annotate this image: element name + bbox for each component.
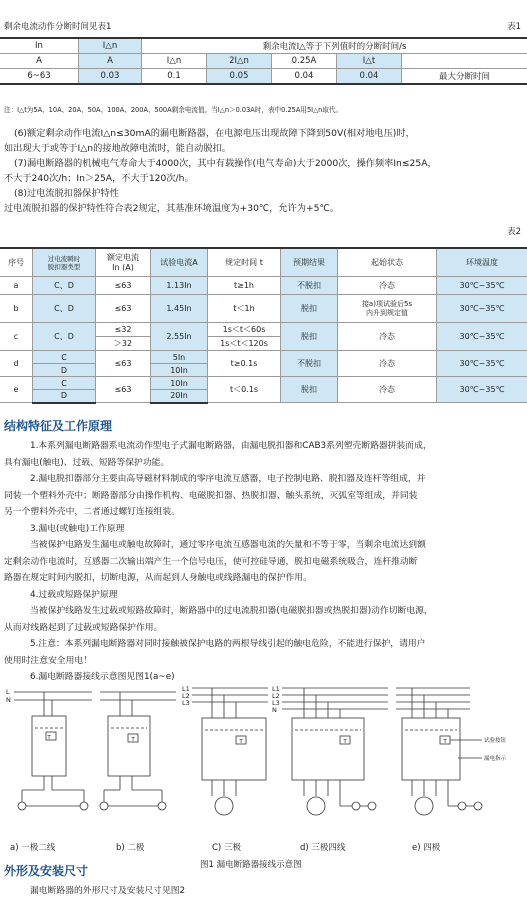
caption-a: a) 一极二线: [10, 843, 56, 853]
t2-c-time1: 1s＜t＜60s: [208, 323, 281, 337]
label-L1-d: L1: [272, 686, 280, 693]
t2-b-current: ≤63: [96, 295, 151, 323]
t2-d-type1: C: [33, 351, 96, 364]
diagram-e: [396, 688, 482, 815]
t2-e-state: 冷态: [338, 377, 437, 403]
table2-label: 表2: [507, 227, 521, 237]
t2-b-time: t＜1h: [208, 295, 281, 323]
t2-b-temp: 30℃~35℃: [437, 295, 527, 323]
motor-icon: [215, 797, 233, 815]
t2-b-test: 1.45In: [151, 295, 208, 323]
label-T-e: T: [443, 739, 447, 745]
section1-title: 结构特征及工作原理: [4, 419, 113, 433]
s1-line-5: 3.漏电(或触电)工作原理: [30, 523, 125, 534]
s1-line-12: 5.注意：本系列漏电断路器对同时接触被保护电路的两根导线引起的触电危险，不能进行保护，请用户: [30, 639, 426, 649]
table1: [0, 37, 527, 85]
lamp-icon: [352, 802, 360, 810]
s1-line-7: 定剩余动作电流时，互感器二次输出端产生一个信号电压，使可控硅导通，脱扣电磁系统吸合，连杆推动断: [4, 556, 418, 567]
t2-h-3: 试验电流A: [151, 248, 208, 277]
t2-e-result: 脱扣: [281, 377, 338, 403]
t2-d-type2: D: [33, 364, 96, 377]
para-4: (8)过电流脱扣器保护特性: [14, 188, 119, 199]
para-3: 不大于240次/h；In＞25A，不大于120次/h。: [4, 173, 194, 184]
t2-e-no: e: [0, 377, 33, 403]
t2-h-2: 额定电流 In (A): [96, 248, 151, 277]
para-5: 过电流脱扣器的保护特性符合表2规定，其基准环境温度为+30℃，允许为+5℃。: [4, 203, 340, 214]
s1-line-0: 1.本系列漏电断路器系电流动作型电子式漏电断路器，由漏电脱扣器和CAB3系列塑壳断路器拼装而成，: [30, 441, 432, 451]
t2-d-result: 不脱扣: [281, 351, 338, 377]
lamp-icon: [18, 802, 26, 810]
t1-cell-t4: 0.04: [337, 69, 402, 85]
table2: [0, 247, 527, 404]
label-T-a: T: [47, 735, 51, 741]
lamp-icon: [80, 802, 88, 810]
para-1: 如出现大于或等于I△n的接地故障电流时，能自动脱扣。: [4, 143, 231, 154]
motor-icon: [415, 797, 433, 815]
diagram-b: [100, 692, 176, 810]
t2-c-type: C、D: [33, 323, 96, 351]
section2-title: 外形及安装尺寸: [4, 864, 89, 878]
t2-e-test1: 10In: [151, 377, 208, 390]
t2-d-state: 冷态: [338, 351, 437, 377]
wiring-diagram: [0, 686, 527, 830]
t2-a-temp: 30℃~35℃: [437, 277, 527, 295]
t2-d-time: t≥0.1s: [208, 351, 281, 377]
t2-d-no: d: [0, 351, 33, 377]
t1-sub-0: I△n: [142, 54, 207, 69]
t2-e-type1: C: [33, 377, 96, 390]
t2-h-6: 起始状态: [338, 248, 437, 277]
caption-b: b) 二极: [116, 843, 145, 853]
lamp-icon: [100, 802, 108, 810]
t1-h-in: In: [0, 38, 79, 54]
t2-c-no: c: [0, 323, 33, 351]
caption-d: d) 三极四线: [300, 843, 346, 853]
s1-line-13: 使用时注意安全用电！: [4, 655, 92, 666]
table1-label: 表1: [507, 22, 521, 32]
t2-c-temp: 30℃~35℃: [437, 323, 527, 351]
label-L3-d: L3: [272, 699, 280, 707]
t2-c-current2: ＞32: [96, 337, 151, 351]
t1-cell-max: 最大分断时间: [402, 69, 527, 85]
figure-title: 图1 漏电断路器接线示意图: [200, 860, 302, 870]
motor-icon: [307, 797, 325, 815]
diagram-a: [14, 692, 92, 810]
s1-line-4: 另一个塑料外壳中，二者通过螺钉连接组装。: [4, 507, 180, 517]
caption-c: C) 三极: [212, 843, 241, 853]
t2-e-type2: D: [33, 390, 96, 403]
t1-sub-3: I△t: [337, 54, 402, 69]
paragraph-block: [4, 126, 524, 216]
s1-line-1: 具有漏电(触电)、过载、短路等保护功能。: [4, 457, 170, 468]
t2-a-time: t≥1h: [208, 277, 281, 295]
section2-line: 漏电断路器的外形尺寸及安装尺寸见图2: [30, 886, 186, 896]
s1-line-2: 2.漏电脱扣器部分主要由高导磁材料制成的零序电流互感器，电子控制电路、脱扣器及连杆等组成，并: [30, 474, 426, 484]
t2-h-5: 预期结果: [281, 248, 338, 277]
label-L-a: L: [6, 688, 10, 696]
t2-e-temp: 30℃~35℃: [437, 377, 527, 403]
t1-cell-t2: 0.05: [207, 69, 272, 85]
t1-h-in-unit: A: [0, 54, 79, 69]
t2-a-current: ≤63: [96, 277, 151, 295]
t2-a-result: 不脱扣: [281, 277, 338, 295]
label-T-b: T: [131, 737, 135, 743]
s1-line-9: 4.过载或短路保护原理: [30, 589, 118, 600]
t2-e-test2: 20In: [151, 390, 208, 403]
t1-cell-t3: 0.04: [272, 69, 337, 85]
s1-line-8: 路器在规定时间内脱扣，切断电源，从而起到人身触电或线路漏电的保护作用。: [4, 573, 312, 583]
t2-c-state: 冷态: [338, 323, 437, 351]
diagram-c: [192, 688, 268, 815]
t2-d-temp: 30℃~35℃: [437, 351, 527, 377]
t1-h-idn-unit: A: [79, 54, 142, 69]
t2-h-7: 环境温度: [437, 248, 527, 277]
section1-body: [4, 438, 524, 686]
diagram-d: [282, 688, 388, 815]
t2-b-result: 脱扣: [281, 295, 338, 323]
t2-b-no: b: [0, 295, 33, 323]
t1-cell-idn: 0.03: [79, 69, 142, 85]
s1-line-10: 当被保护线路发生过载或短路故障时，断路器中的过电流脱扣器(电磁脱扣器或热脱扣器)动作切断电源，: [30, 606, 433, 616]
t2-e-time: t＜0.1s: [208, 377, 281, 403]
s1-line-14: 6.漏电断路器接线示意图见图1(a~e): [30, 672, 175, 682]
t2-c-test: 2.55In: [151, 323, 208, 351]
s1-line-11: 从而对线路起到了过载或短路保护作用。: [4, 622, 163, 633]
t2-d-current: ≤63: [96, 351, 151, 377]
label-L2-d: L2: [272, 692, 280, 700]
label-N-a: N: [6, 696, 11, 704]
t1-cell-t1: 0.1: [142, 69, 207, 85]
lamp-icon: [158, 802, 166, 810]
s1-line-3: 同装一个塑料外壳中；断路器部分由操作机构、电磁脱扣器、热脱扣器、触头系统，灭弧室等组成，并同装: [4, 490, 418, 501]
label-N-d: N: [272, 706, 277, 714]
t1-h-group: 剩余电流I△等于下列值时的分断时间/s: [142, 38, 527, 54]
s1-line-6: 当被保护电路发生漏电或触电故障时，通过零序电流互感器电流的矢量和不等于零，当剩余电流达到额: [30, 540, 426, 550]
t1-sub-1: 2I△n: [207, 54, 272, 69]
t2-h-1: 过电流瞬时 脱扣器类型: [33, 248, 96, 277]
label-T-d: T: [343, 739, 347, 745]
label-L1-c: L1: [182, 686, 190, 693]
label-L3-c: L3: [182, 699, 190, 707]
lamp-icon: [458, 802, 466, 810]
t1-cell-in: 6~63: [0, 69, 79, 85]
t2-a-no: a: [0, 277, 33, 295]
table1-title: 剩余电流动作分断时间见表1: [4, 22, 112, 32]
t2-d-test1: 5In: [151, 351, 208, 364]
t1-sub-2: 0.25A: [272, 54, 337, 69]
t2-a-test: 1.13In: [151, 277, 208, 295]
label-leak-indicator: 漏电指示: [484, 756, 507, 762]
t2-h-0: 序号: [0, 248, 33, 277]
para-0: (6)额定剩余动作电流I△n≤30mA的漏电断路器，在电源电压出现故障下降到50V(相对地电压)时，: [14, 128, 415, 139]
table1-note: 注：I△t为5A、10A、20A、50A、100A、200A、500A剩余电流值。当I△n＞0.03A时，表中0.25A用5I△n取代。: [4, 106, 343, 114]
t2-e-current: ≤63: [96, 377, 151, 403]
t2-b-type: C、D: [33, 295, 96, 323]
t2-c-result: 脱扣: [281, 323, 338, 351]
t2-d-test2: 10In: [151, 364, 208, 377]
t2-c-current1: ≤32: [96, 323, 151, 337]
t2-a-state: 冷态: [338, 277, 437, 295]
t2-c-time2: 1s＜t＜120s: [208, 337, 281, 351]
label-L2-c: L2: [182, 692, 190, 700]
t2-b-state: 接a)项试验后5s 内升到规定值: [338, 295, 437, 323]
label-T-c: T: [239, 739, 243, 745]
lamp-icon: [368, 802, 376, 810]
t1-h-idn: I△n: [79, 38, 142, 54]
t2-a-type: C、D: [33, 277, 96, 295]
caption-e: e) 四极: [412, 843, 441, 853]
label-test-button: 试验按钮: [484, 738, 507, 744]
lamp-icon: [474, 802, 482, 810]
para-2: (7)漏电断路器的机械电气寿命大于4000次，其中有载操作(电气寿命)大于2000次，操作频率In≤25A，: [14, 158, 437, 169]
t2-h-4: 规定时间 t: [208, 248, 281, 277]
